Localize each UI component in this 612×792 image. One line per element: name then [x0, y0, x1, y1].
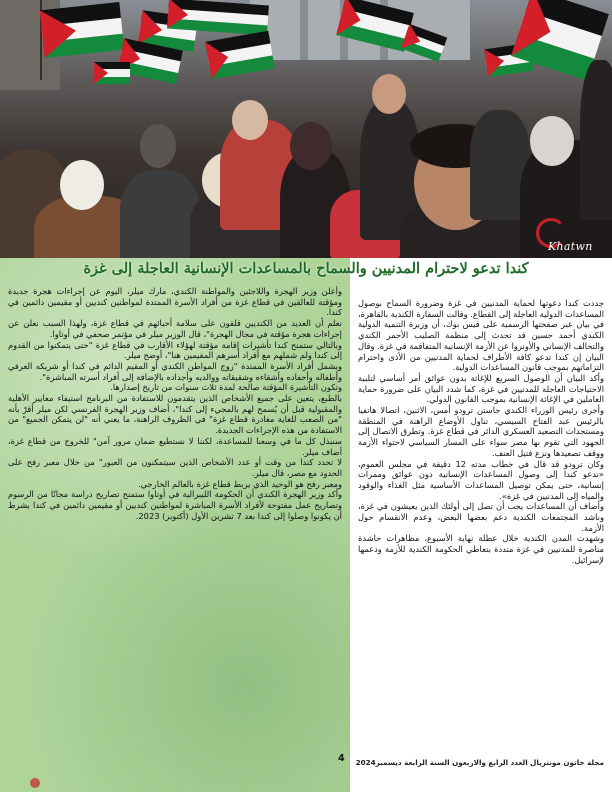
- page-number: 4: [338, 753, 345, 764]
- paragraph: وأعلن وزير الهجرة واللاجئين والمواطنة الكندي، مارك ميلر، اليوم عن إجراءات هجرة جديدة ومؤقتة للعالقين في قطاع غزة من أفراد الأسرة الممتدة لمواطنين كنديين أو مقيمين دائمين في كندا.: [8, 286, 342, 318]
- protest-photo: [0, 0, 612, 258]
- paragraph: وأكد البيان أن الوصول السريع للإغاثة بدون عوائق أمر أساسي لتلبية الاحتياجات العاجلة للمدنيين في غزة، كما شدد البيان على ضرورة حماية العاملين في الإغاثة الإنسانية بموجب القانون الدولي.: [358, 372, 604, 405]
- palestinian-flag-icon: [94, 62, 130, 84]
- footer-logo-icon: [30, 778, 40, 788]
- article-title: كندا تدعو لاحترام المدنيين والسماح بالمساعدات الإنسانية العاجلة إلى غزة: [83, 260, 529, 277]
- paragraph: بالطبع، يتعين على جميع الأشخاص الذين يتقدمون للاستفادة من البرنامج استيفاء معايير الأهلية والمقبولية قبل أن يُسمح لهم بالمجيء إلى كندا"، أضاف وزير الهجرة الفرنسي لكن ميلر أقرّ بأنه "من الصعب للغاية مغادرة قطاع غزة" في الظروف الراهنة، ما يعني أنه "لن يتمكن الجميع" من الاستفادة من هذه الإجراءات الجديدة.: [8, 393, 342, 436]
- left-column: [8, 286, 342, 716]
- article-body: [0, 258, 612, 792]
- footer-text: مجلة خاتون مونتريال العدد الرابع والاربعون السنة الرابعة ديسمبر2024: [355, 758, 604, 767]
- paragraph: وتكون التأشيرة المؤقتة صالحة لمدة ثلاث سنوات من تاريخ إصدارها.: [110, 382, 342, 393]
- khatwn-logo: [534, 218, 600, 258]
- paragraph: وأضاف أن المساعدات يجب أن تصل إلى أولئك الذين يعيشون في غزة، وناشد المجتمعات الكندية دعم بعضها البعض، وعدم الانقسام حول الأزمة.: [358, 501, 604, 533]
- logo-text: Khatwn: [548, 240, 593, 253]
- palestinian-flag-icon: [40, 2, 125, 58]
- paragraph: جددت كندا دعوتها لحماية المدنيين في غزة وضرورة السماح بوصول المساعدات الدولية العاجلة إلى القطاع. وقالت السفارة الكندية بالقاهرة، في بيان عبر صفحتها الرسمية على فيس بوك، أن وزيرة التنمية الدولية الكندي أحمد حسين قد تحدث إلى منظمة الصليب الأحمر الكندي والتحالف الإنساني والأونروا عن الأزمة الإنسانية المتفاقمة في غزة. وقال البيان إن كندا تدعو كافة الأطراف لحماية المدنيين من الأذى واحترام التزاماتهم بموجب قانون المساعدات الدولية.: [358, 298, 604, 373]
- paragraph: لا تحدد كندا من وقت أو عدد الأشخاص الذين سيتمكنون من العبور" من خلال معبر رفح على الحدود مع مصر، قال ميلر.: [8, 457, 342, 478]
- palestinian-flag-icon: [205, 31, 275, 80]
- paragraph: ويشمل أفراد الأسرة الممتدة "زوج المواطن الكندي أو المقيم الدائم في كندا أو شريكه العرفي وأطفاله وأحفاده وأشقاءه وشقيقاته ووالديه وأجداده بالإضافة إلى أفراد أسرته المباشرة".: [8, 360, 342, 382]
- paragraph: ومعبر رفح هو الوحيد الذي يربط قطاع غزة بالعالم الخارجي.: [138, 478, 342, 489]
- paragraph: سنبذل كل ما في وسعنا للمساعدة، لكننا لا نستطيع ضمان مرور آمن" للخروج من قطاع غزة، أضاف ميلر.: [8, 435, 342, 457]
- paragraph: وبالتالي ستمنح كندا تأشيرات إقامة مؤقتة لهؤلاء الأقارب في قطاع غزة "حتى يتمكنوا من القدوم إلى كندا ولم شملهم مع أفراد أسرهم المقيمين هنا"، أوضح ميلر.: [8, 339, 342, 361]
- paragraph: وشهدت المدن الكندية خلال عطلة نهاية الأسبوع، مظاهرات حاشدة مناصرة للمدنيين في غزة منددة بتعاطي الحكومة الكندية للأزمة ودعمها لإسرائيل.: [358, 533, 604, 565]
- paragraph: نعلم أن العديد من الكنديين قلقون على سلامة أحبائهم في قطاع غزة، ولهذا السبب نعلن عن إجراءات هجرة مؤقتة في مجال الهجرة"، قال الوزير ميلر في مؤتمر صحفي في أوتاوا.: [8, 318, 342, 339]
- paragraph: وأكد وزير الهجرة الكندي أن الحكومة الليبرالية في أوتاوا ستمنح تصاريح دراسة مجانًا من الرسوم وتصاريح عمل مفتوحة لأفراد الأسرة المباشرة لمواطنين كنديين أو مقيمين دائمين في كندا بشرط أن يكونوا وصلوا إلى كندا بعد 7 تشرين الأول (أكتوبر) 2023.: [8, 489, 342, 521]
- paragraph: وأجرى رئيس الوزراء الكندي جاستن ترودو أمس، الاثنين، اتصالا هاتفيا بالرئيس عبد الفتاح السيسي، تناول الأوضاع الراهنة في المنطقة ومستجدات التصعيد العسكري الدائر في قطاع غزة. وتطرق الاتصال إلى الجهود التي تقوم بها مصر سواء على المسار السياسي لاحتواء الأزمة ووقف تصعيدها ونزع فتيل العنف.: [358, 405, 604, 458]
- paragraph: وكان ترودو قد قال في خطاب مدته 12 دقيقة في مجلس العموم، «ندعو كندا إلى وصول المساعدات الإنسانية دون عوائق وممرات إنسانية، حتى يمكن توصيل المساعدات الأساسية مثل الغذاء والوقود والمياه إلى المدنيين في غزة».: [358, 458, 604, 501]
- right-column: [358, 298, 604, 760]
